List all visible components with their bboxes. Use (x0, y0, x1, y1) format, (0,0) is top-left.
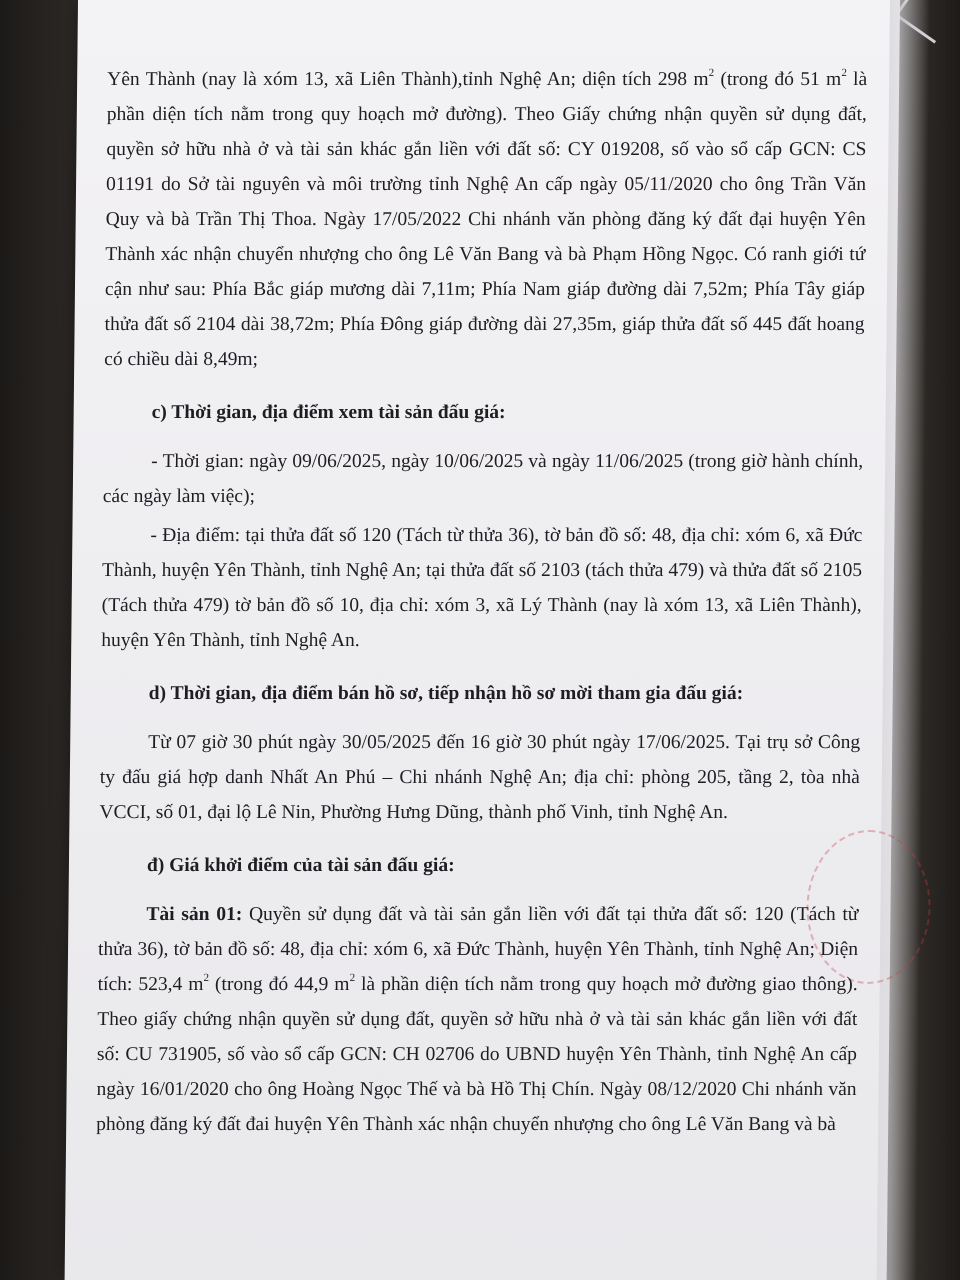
superscript: 2 (349, 972, 356, 984)
text-segment: là phần diện tích nằm trong quy hoạch mở đường giao thông). Theo giấy chứng nhận quyền sử dụng đất, quyền sở hữu nhà ở và tài sản khác gắn liền với đất số: CU 731905, số vào sổ cấp GCN: CH 02706 do UBND huyện Yên Thành, tỉnh Nghệ An cấp ngày 16/01/2020 cho ông Hoàng Ngọc Thế và bà Hồ Thị Chín. Ngày 08/12/2020 Chi nhánh văn phòng đăng ký đất đai huyện Yên Thành xác nhận chuyển nhượng cho ông Lê Văn Bang và bà (96, 974, 858, 1135)
text-segment: là phần diện tích nằm trong quy hoạch mở đường). Theo Giấy chứng nhận quyền sử dụng đất, quyền sở hữu nhà ở và tài sản khác gắn liền với đất số: CY 019208, số vào sổ cấp GCN: CS 01191 do Sở tài nguyên và môi trường tỉnh Nghệ An cấp ngày 05/11/2020 cho ông Trần Văn Quy và bà Trần Thị Thoa. Ngày 17/05/2022 Chi nhánh văn phòng đăng ký đất đại huyện Yên Thành xác nhận chuyển nhượng cho ông Lê Văn Bang và bà Phạm Hồng Ngọc. Có ranh giới tứ cận như sau: Phía Bắc giáp mương dài 7,11m; Phía Nam giáp đường dài 7,52m; Phía Tây giáp thửa đất số 2104 dài 38,72m; Phía Đông giáp đường dài 27,35m, giáp thửa đất số 445 đất hoang có chiều dài 8,49m; (104, 69, 868, 370)
superscript: 2 (708, 67, 715, 79)
paragraph-asset-01 (96, 897, 859, 1142)
document-body (96, 62, 867, 1142)
heading-d: d) Thời gian, địa điểm bán hồ sơ, tiếp nhận hồ sơ mời tham gia đấu giá: (148, 683, 744, 704)
document-page (65, 0, 900, 1280)
bullet-place: - Địa điểm: tại thửa đất số 120 (Tách từ thửa 36), tờ bản đồ số: 48, địa chỉ: xóm 6, xã Đức Thành, huyện Yên Thành, tỉnh Nghệ An; tại thửa đất số 2103 (tách thửa 479) và thửa đất số 2105 (Tách thửa 479) tờ bản đồ số 10, địa chỉ: xóm 3, xã Lý Thành (nay là xóm 13, xã Liên Thành), huyện Yên Thành, tỉnh Nghệ An. (101, 525, 863, 651)
superscript: 2 (203, 972, 210, 984)
text-segment: (trong đó 44,9 m (208, 974, 350, 995)
superscript: 2 (841, 67, 847, 79)
paragraph-d: Từ 07 giờ 30 phút ngày 30/05/2025 đến 16 giờ 30 phút ngày 17/06/2025. Tại trụ sở Công ty đấu giá hợp danh Nhất An Phú – Chi nhánh Nghệ An; địa chỉ: phòng 205, tầng 2, tòa nhà VCCI, số 01, đại lộ Lê Nin, Phường Hưng Dũng, thành phố Vinh, tỉnh Nghệ An. (99, 732, 861, 823)
text-segment: (trong đó (713, 69, 795, 90)
text-segment: Quyền sử dụng đất và tài sản gắn liền với đất tại thửa đất số: 120 (Tách từ thửa 36), tờ bản đồ số: 48, địa chỉ: xóm 6, xã Đức Thành, huyện Yên Thành, tỉnh Nghệ An; Diện tích: 523,4 m (97, 904, 859, 995)
asset-label: Tài sản 01: (146, 904, 243, 925)
paragraph-asset-description (104, 62, 867, 377)
heading-c: c) Thời gian, địa điểm xem tài sản đấu giá: (151, 402, 506, 423)
text-segment: Yên Thành (nay là xóm 13, xã Liên Thành),tỉnh Nghệ An; diện tích 298 m (107, 69, 709, 90)
heading-dd: đ) Giá khởi điểm của tài sản đấu giá: (146, 855, 455, 876)
text-segment: 51 m (800, 69, 842, 90)
bullet-time: - Thời gian: ngày 09/06/2025, ngày 10/06/2025 và ngày 11/06/2025 (trong giờ hành chính, các ngày làm việc); (102, 451, 864, 507)
